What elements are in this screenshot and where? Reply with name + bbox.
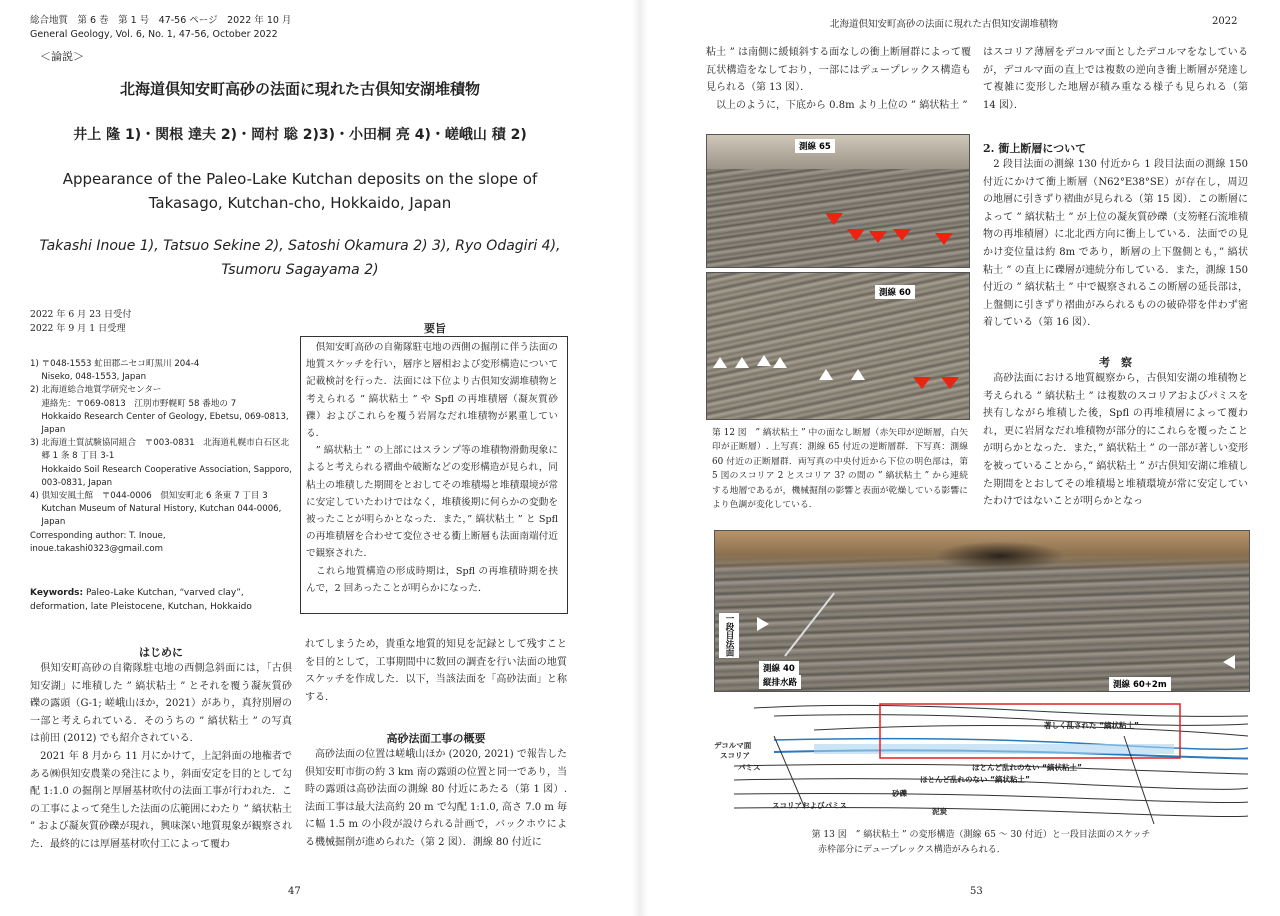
body-col2-top: はスコリア薄層をデコルマ面としたデコルマをなしているが，デコルマ面の直上では複数の逆向き衝上断層が発達して複雑に変形した地層が積み重なる様子も見られる（第 14 図）． <box>983 47 1248 111</box>
sketch-label-undisturbed: ほとんど乱れのない “縞状粘土” <box>972 763 1082 772</box>
page-number-left: 47 <box>288 886 301 897</box>
abstract-body <box>306 339 558 597</box>
sketch-label-scoria-pumice: スコリアおよびパミス <box>772 801 847 810</box>
photo-line65 <box>706 134 970 268</box>
keywords <box>30 586 292 614</box>
page-number-right: 53 <box>970 886 983 897</box>
intro-col1 <box>30 660 292 854</box>
red-arrow-icon <box>941 377 959 389</box>
photo-fig13 <box>714 530 1250 692</box>
discussion-heading: 考 察 <box>1099 356 1132 369</box>
photo-tag-line65: 測線 65 <box>795 139 835 153</box>
intro-heading: はじめに <box>139 646 183 659</box>
affiliation-line: 1) 〒048-1553 虻田郡ニセコ町黒川 204-4 <box>30 359 200 369</box>
journal-info-jp: 総合地質 第 6 巻 第 1 号 47-56 ページ 2022 年 10 月 <box>30 15 292 26</box>
sketch-label-gravel: 砂礫 <box>892 789 907 798</box>
page-gutter <box>632 0 648 916</box>
white-arrow-icon <box>819 369 833 380</box>
red-arrow-icon <box>825 213 843 225</box>
intro-paragraph: 2021 年 8 月から 11 月にかけて，上記斜面の地権者である㈱倶知安農業の発注により，斜面安定を目的として勾配 1:1.0 の掘削と厚層基材吹付の法面工事が行われた．この工事によって発生した法面の広範囲にわたり ” 縞状粘土 ” および凝灰質砂礫が現れ，興味深い地質現象が観察された．最終的には厚層基材吹付工によって覆わ <box>30 750 292 850</box>
overview-heading: 高砂法面工事の概要 <box>386 732 486 745</box>
intro-paragraph: 倶知安町高砂の自衛隊駐屯地の西側急斜面には，「古倶知安湖」に堆積した ” 縞状粘土 ” とそれを覆う凝灰質砂礫の露頭（G-1; 嵯峨山ほか，2021）があり，真狩別層の一部と考えられている．そのうちの ” 縞状粘土 ” の写真は前田 (2012) でも紹介されている． <box>30 663 292 745</box>
sketch-label-strongly: 著しく乱された “縞状粘土” <box>1044 721 1139 730</box>
photo-tag-step: 一段目法面 <box>719 613 739 658</box>
drain-pipe <box>784 592 835 656</box>
abstract-paragraph: ” 縞状粘土 ” の上部にはスランプ等の堆積物滑動現象によると考えられる褶曲や破断などの変形構造が見られ，同粘土の堆積した期間をとおしてその堆積場と堆積環境が常に安定していたわけではなく，堆積後期に何らかの変動を被ったことが明らかとなった．また，” 縞状粘土 ” と Spfl の再堆積層を合わせて変位させる衝上断層も法面南端付近で観察された． <box>306 445 558 560</box>
white-arrow-left-icon <box>1223 655 1235 669</box>
authors-en-line2: Tsumoru Sagayama 2) <box>221 262 379 278</box>
article-type: ＜論説＞ <box>40 50 84 63</box>
abstract-paragraph: 倶知安町高砂の自衛隊駐屯地の西側の掘削に伴う法面の地質スケッチを行い，層序と層相および変形構造について記載検討を行った．法面には下位より古倶知安湖堆積物と考えられる ” 縞状粘土 ” や Spfl の再堆積層（凝灰質砂礫）およびこれらを覆う岩屑なだれ堆積物が累重している． <box>306 342 558 440</box>
white-arrow-right-icon <box>757 617 769 631</box>
affiliation-line: Niseko, 048-1553, Japan <box>30 372 147 383</box>
title-en-line2: Takasago, Kutchan-cho, Hokkaido, Japan <box>148 194 452 212</box>
white-arrow-icon <box>735 357 749 368</box>
white-arrow-icon <box>773 357 787 368</box>
fig13-caption-line1: 第 13 図 ” 縞状粘土 ” の変形構造（測線 65 ～ 30 付近）と一段目法面のスケッチ <box>811 830 1151 840</box>
fig12-caption: 第 12 図 ” 縞状粘土 ” 中の面なし断層（赤矢印が逆断層，白矢印が正断層）. 上写真：測線 65 付近の逆断層群．下写真：測線 60 付近の正断層群．両写真の中央付近から下位の明色部は，第 5 図のスコリア 2 とスコリア 3? の間の ” 縞状粘土 ” から連続する地層であるが，機械掘削の影響と表面が乾燥している影響により色調が変化している． <box>712 428 968 511</box>
affiliation-line: Japan <box>30 517 66 528</box>
affiliations <box>30 358 292 556</box>
title-jp: 北海道倶知安町高砂の法面に現れた古倶知安湖堆積物 <box>119 80 480 98</box>
affiliation-line: Hokkaido Research Center of Geology, Ebetsu, 069-0813, <box>30 411 289 422</box>
sketch-label-mud: 泥炭 <box>932 807 947 816</box>
white-arrow-icon <box>851 369 865 380</box>
sketch-label-scoria: スコリア <box>720 751 750 760</box>
sketch-label-undisturbed2: ほとんど乱れのない “縞状粘土” <box>920 775 1030 784</box>
photo-sky <box>707 135 969 169</box>
running-title: 北海道倶知安町高砂の法面に現れた古倶知安湖堆積物 <box>830 19 1059 30</box>
abstract-box <box>300 336 568 614</box>
fault-heading: 2. 衝上断層について <box>983 142 1087 155</box>
received-date: 2022 年 6 月 23 日受付 <box>30 309 132 320</box>
intro-col2: れてしまうため，貴重な地質的知見を記録として残すことを目的として，工事期間中に数回の調査を行い法面の地質スケッチを作成した．以下，当該法面を「高砂法面」と称する． <box>305 639 567 703</box>
affiliation-line: Hokkaido Soil Research Cooperative Association, Sapporo, <box>30 464 292 475</box>
photo-tag-line40: 測線 40 <box>759 661 799 675</box>
fault-text: 2 段目法面の測線 130 付近から 1 段目法面の測線 150 付近にかけて衝上断層（N62°E38°SE）が存在し，周辺の地層に引きずり褶曲が見られる（第 15 図）．この断層によって ” 縞状粘土 ” が上位の凝灰質砂礫（支笏軽石流堆積物の再堆積層）に北北西方向に衝上している．法面での見かけ変位量は約 8m であり，断層の上下盤側とも，” 縞状粘土 ” の直上に礫層が連続分布している．また，測線 150 付近の ” 縞状粘土 ” 中で観察されるこの断層の延長部は，上盤側に引きずり褶曲がみられるものの破砕帯を伴わず密着している（第 16 図）． <box>983 159 1248 329</box>
affiliation-line: 郷 1 条 8 丁目 3-1 <box>30 451 115 462</box>
running-year: 2022 <box>1212 16 1238 27</box>
body-col1-top <box>706 44 971 114</box>
corresponding-author: Corresponding author: T. Inoue, inoue.takashi0323@gmail.com <box>30 530 166 554</box>
paragraph: 粘土 ” は南側に緩傾斜する面なしの衝上断層群によって覆瓦状構造をなしており，一部にはデュープレックス構造も見られる（第 13 図）． <box>706 47 971 94</box>
overview-text: 高砂法面の位置は嵯峨山ほか (2020, 2021) で報告した倶知安町市街の約 3 km 南の露頭の位置と同一であり，当時の露頭は高砂法面の測線 80 付近にあたる（第 1 図）. 法面工事は最大法高約 20 m で勾配 1:1.0, 高さ 7.0 m 毎に幅 1.5 m の小段が設けられる計画で，バックホウによる機械掘削が進められた（第 2 図）．測線 80 付近に <box>305 749 567 848</box>
fig13-caption-line2: 赤枠部分にデュープレックス構造がみられる． <box>818 845 1006 855</box>
sketch-label-decollement: デコルマ面 <box>714 741 752 750</box>
photo-tag-line60: 測線 60+2m <box>1109 677 1171 691</box>
affiliation-line: Kutchan Museum of Natural History, Kutchan 044-0006, <box>30 504 282 515</box>
affiliation-line: 3) 北海道土質試験協同組合 〒003-0831 北海道札幌市白石区北 <box>30 438 290 449</box>
red-arrow-icon <box>893 229 911 241</box>
photo-line60 <box>706 272 970 420</box>
affiliation-line: Japan <box>30 425 66 436</box>
red-arrow-icon <box>869 231 887 243</box>
abstract-paragraph: これら地質構造の形成時期は，Spfl の再堆積時期を挟んで，2 回あったことが明らかになった． <box>306 565 558 594</box>
paragraph: 以上のように，下底から 0.8m より上位の ” 縞状粘土 ” <box>706 99 968 111</box>
discussion-text: 高砂法面における地質観察から，古倶知安湖の堆積物と考えられる ” 縞状粘土 ” は複数のスコリアおよびパミスを挟有しながら堆積した後，Spfl の再堆積層によって覆われ，更に岩屑なだれ堆積物が部分的にこれらを覆ったことが明らかとなった．また，” 縞状粘土 ” の一部が著しい変形を被っていることから，” 縞状粘土 ” が古倶知安湖に堆積した期間をとおしてその堆積場と堆積環境が常に安定していたわけではないことが明らかとなっ <box>983 373 1248 508</box>
abstract-heading: 要旨 <box>424 322 446 335</box>
authors-en-line1: Takashi Inoue 1), Tatsuo Sekine 2), Satoshi Okamura 2) 3), Ryo Odagiri 4), <box>39 238 561 254</box>
affiliation-line: 003-0831, Japan <box>30 477 113 488</box>
authors-jp: 井上 隆 1)・関根 達夫 2)・岡村 聡 2)3)・小田桐 亮 4)・嵯峨山 積 2) <box>73 127 527 143</box>
red-arrow-icon <box>847 229 865 241</box>
keywords-text: Paleo-Lake Kutchan, “varved clay”, deformation, late Pleistocene, Kutchan, Hokkaido <box>30 588 252 612</box>
white-arrow-icon <box>757 355 771 366</box>
red-arrow-icon <box>913 377 931 389</box>
title-en-line1: Appearance of the Paleo-Lake Kutchan deposits on the slope of <box>62 170 538 188</box>
photo-dark-patch <box>935 541 1065 571</box>
white-arrow-icon <box>713 357 727 368</box>
photo-tag-line60: 測線 60 <box>875 285 915 299</box>
sketch-label-pumice: パミス <box>738 763 761 772</box>
affiliation-line: 4) 倶知安風土館 〒044-0006 倶知安町北 6 条東 7 丁目 3 <box>30 491 268 502</box>
red-arrow-icon <box>935 233 953 245</box>
affiliation-line: 連絡先：〒069-0813 江別市野幌町 58 番地の 7 <box>30 398 237 409</box>
photo-tag-drain: 縦排水路 <box>759 675 801 689</box>
journal-info-en: General Geology, Vol. 6, No. 1, 47-56, October 2022 <box>30 29 278 40</box>
affiliation-line: 2) 北海道総合地質学研究センター <box>30 385 162 396</box>
accepted-date: 2022 年 9 月 1 日受理 <box>30 323 126 334</box>
sketch-fig13 <box>714 696 1248 824</box>
keywords-label: Keywords: <box>30 588 84 598</box>
